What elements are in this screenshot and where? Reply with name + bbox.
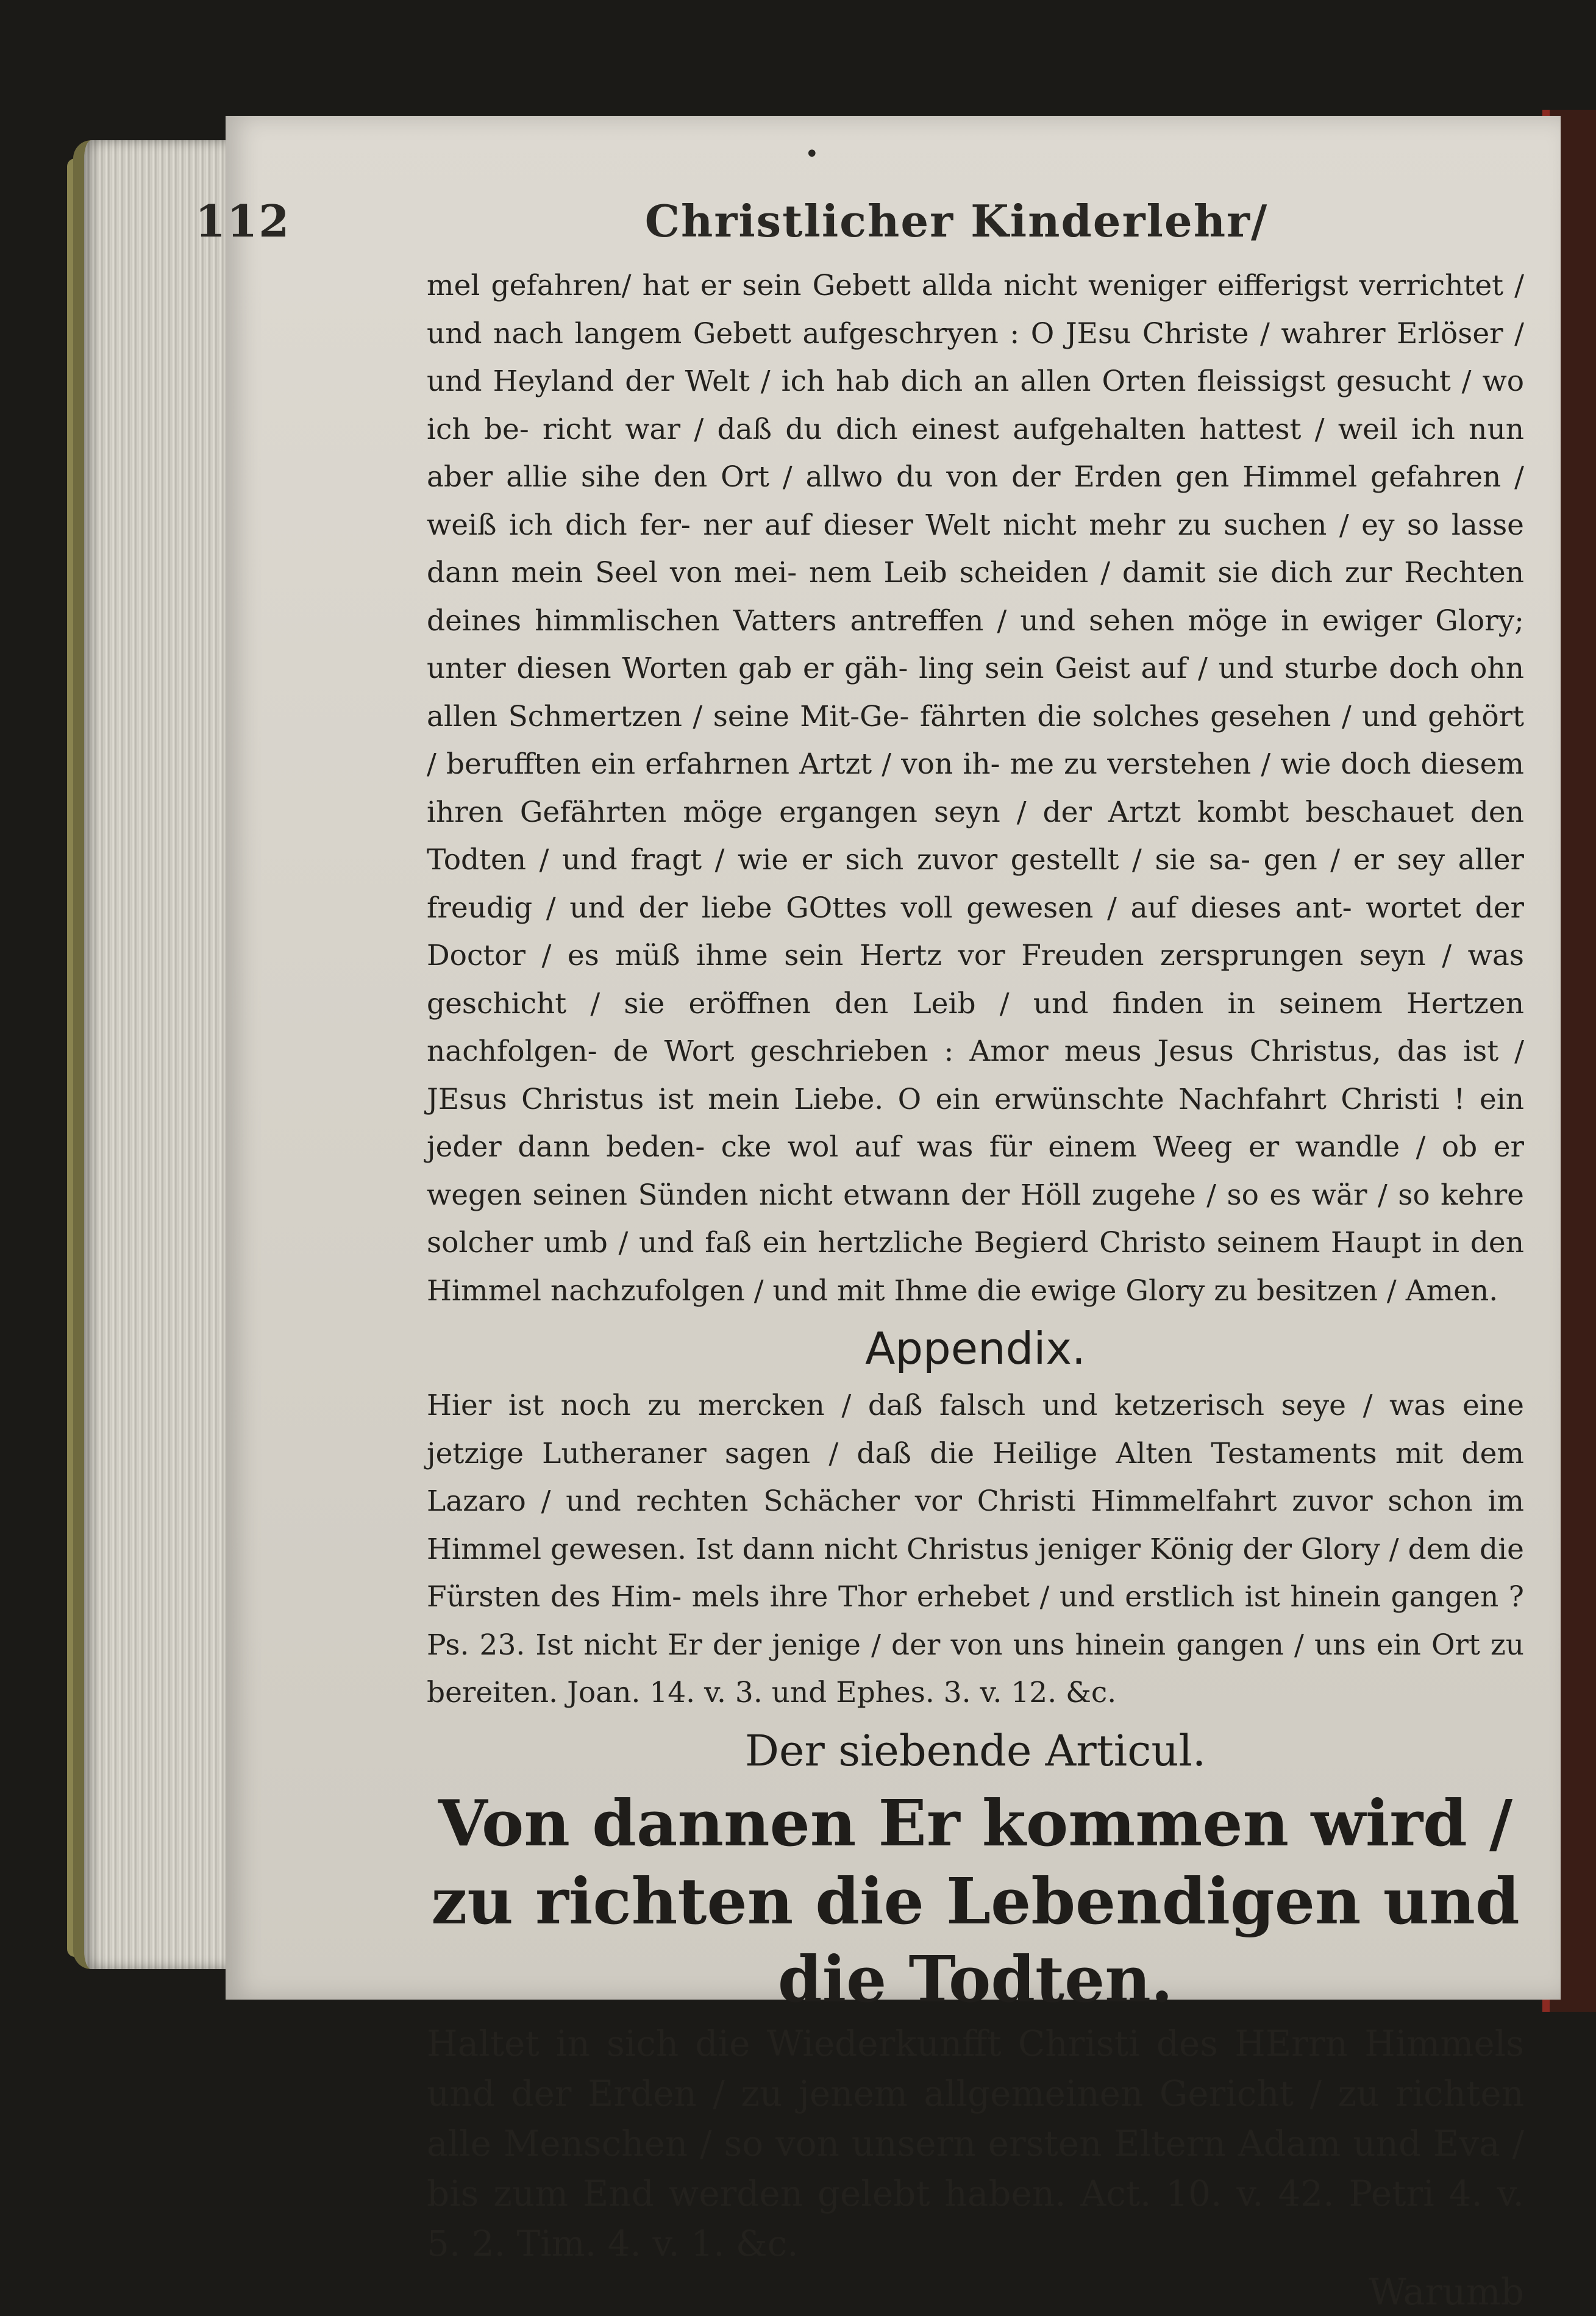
body-paragraph: mel gefahren/ hat er sein Gebett allda nicht weniger eifferigst verrichtet / und nach langem Gebett aufgeschryen : O JEsu Christe / wahrer Erlöser / und Heyland der Welt / ich hab dich an allen Orten fleissigst gesucht / wo ich be- richt war / daß du dich einest aufgehalten hattest / weil ich nun aber allie sihe den Ort / allwo du von der Erden gen Himmel gefahren / weiß ich dich fer- ner auf dieser Welt nicht mehr zu suchen / ey so lasse dann mein Seel von mei- nem Leib scheiden / damit sie dich zur Rechten deines himmlischen Vatters antreffen / und sehen möge in ewiger Glory; unter diesen Worten gab er gäh- ling sein Geist auf / und sturbe doch ohn allen Schmertzen / seine Mit-Ge- fährten die solches gesehen / und gehört / berufften ein erfahrnen Artzt / von ih- me zu verstehen / wie doch diesem ihren Gefährten möge ergangen seyn / der Artzt kombt beschauet den Todten / und fragt / wie er sich zuvor gestellt / sie sa- gen / er sey aller freudig / und der liebe GOttes voll gewesen / auf dieses ant- wortet der Doctor / es müß ihme sein Hertz vor Freuden zersprungen seyn / was geschicht / sie eröffnen den Leib / und finden in seinem Hertzen nachfolgen- de Wort geschrieben : Amor meus Jesus Christus, das ist / JEsus Christus ist mein Liebe. O ein erwünschte Nachfahrt Christi ! ein jeder dann beden- cke wol auf was für einem Weeg er wandle / ob er wegen seinen Sünden nicht etwann der Höll zugehe / so es wär / so kehre solcher umb / und faß ein hertzliche Begierd Christo seinem Haupt in den Himmel nachzufolgen / und mit Ihme die ewige Glory zu besitzen / Amen. bbox=[427, 262, 1524, 1315]
article-body: Haltet in sich die Wiederkunfft Christi des HErrn Himmels und der Erden / zu jenem allgemeinen Gericht / zu richten alle Menschen / so von unsern ersten Eltern Adam und Eva / bis zum End werden gelebt haben. Act. 10. v. 42. Petri 4. v. 5. 2. Tim. 4. v. 1. &c. bbox=[427, 2018, 1524, 2268]
ornament: • bbox=[805, 140, 819, 168]
running-head-title: Christlicher Kinderlehr/ bbox=[645, 195, 1269, 247]
book-page-edges bbox=[73, 140, 243, 1969]
article-number: Der siebende Articul. bbox=[427, 1717, 1524, 1784]
article-title: Von dannen Er kommen wird / zu richten die Lebendigen und die Todten. bbox=[427, 1784, 1524, 2018]
appendix-heading: Appendix. bbox=[427, 1315, 1524, 1382]
running-head bbox=[427, 195, 1486, 247]
appendix-text: Hier ist noch zu mercken / daß falsch und ketzerisch seye / was eine jetzige Lutheraner sagen / daß die Heilige Alten Testaments mit dem Lazaro / und rechten Schächer vor Christi Himmelfahrt zuvor schon im Himmel gewesen. Ist dann nicht Christus jeniger König der Glory / dem die Fürsten des Him- mels ihre Thor erhebet / und erstlich ist hinein gangen ? Ps. 23. Ist nicht Er der jenige / der von uns hinein gangen / uns ein Ort zu bereiten. Joan. 14. v. 3. und Ephes. 3. v. 12. &c. bbox=[427, 1382, 1524, 1717]
main-text bbox=[427, 262, 1524, 2316]
catchword: Warumb bbox=[427, 2268, 1524, 2316]
page-number: 112 bbox=[195, 195, 290, 247]
